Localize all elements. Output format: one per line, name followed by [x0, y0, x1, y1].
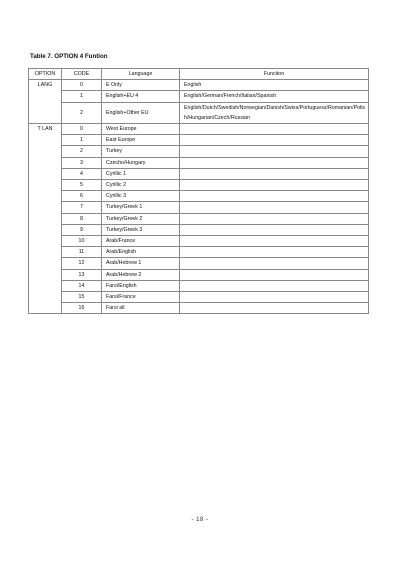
language-cell: Farsi/English [102, 280, 180, 291]
function-cell [180, 303, 369, 314]
code-cell: 6 [62, 191, 102, 202]
table-row [29, 269, 369, 280]
code-cell: 0 [62, 124, 102, 135]
code-cell: 16 [62, 303, 102, 314]
table-row [29, 124, 369, 135]
code-cell: 9 [62, 224, 102, 235]
language-cell: English+Other EU [102, 102, 180, 123]
code-cell: 14 [62, 280, 102, 291]
function-cell: English/German/French/Italian/Spanish [180, 91, 369, 102]
table-body [29, 80, 369, 314]
table-row [29, 258, 369, 269]
language-cell: Arab/France [102, 236, 180, 247]
option-table [28, 68, 369, 314]
language-cell: E Only [102, 80, 180, 91]
function-cell: English [180, 80, 369, 91]
code-cell: 0 [62, 80, 102, 91]
code-cell: 5 [62, 180, 102, 191]
code-cell: 2 [62, 102, 102, 123]
function-cell [180, 247, 369, 258]
language-cell: Turkey/Greek 3 [102, 224, 180, 235]
language-cell: Cyrillic 1 [102, 168, 180, 179]
function-cell [180, 180, 369, 191]
header-code: CODE [62, 69, 102, 80]
table-row [29, 135, 369, 146]
function-cell [180, 292, 369, 303]
code-cell: 12 [62, 258, 102, 269]
language-cell: Turkey/Greek 2 [102, 213, 180, 224]
function-cell [180, 157, 369, 168]
option-cell: LANG [29, 80, 62, 124]
code-cell: 4 [62, 168, 102, 179]
code-cell: 11 [62, 247, 102, 258]
table-row [29, 280, 369, 291]
code-cell: 10 [62, 236, 102, 247]
table-row [29, 80, 369, 91]
function-cell [180, 124, 369, 135]
table-row [29, 91, 369, 102]
function-cell [180, 213, 369, 224]
language-cell: West Europe [102, 124, 180, 135]
function-cell: English/Dutch/Swedish/Norwegian/Danish/Swiss/Portuguess/Romanian/Polish/Hungarian/Czech/Russian [180, 102, 369, 123]
function-cell [180, 269, 369, 280]
language-cell: English+EU 4 [102, 91, 180, 102]
header-language: Language [102, 69, 180, 80]
header-option: OPTION [29, 69, 62, 80]
language-cell: Turkey [102, 146, 180, 157]
table-row [29, 247, 369, 258]
language-cell: Arab/Hebrew 1 [102, 258, 180, 269]
code-cell: 13 [62, 269, 102, 280]
table-row [29, 292, 369, 303]
code-cell: 2 [62, 146, 102, 157]
code-cell: 3 [62, 157, 102, 168]
function-cell [180, 146, 369, 157]
option-cell: T LAN [29, 124, 62, 314]
code-cell: 15 [62, 292, 102, 303]
table-row [29, 202, 369, 213]
function-cell [180, 224, 369, 235]
table-header-row [29, 69, 369, 80]
language-cell: East Europe [102, 135, 180, 146]
code-cell: 7 [62, 202, 102, 213]
code-cell: 1 [62, 135, 102, 146]
function-cell [180, 280, 369, 291]
function-cell [180, 135, 369, 146]
table-row [29, 168, 369, 179]
function-cell [180, 168, 369, 179]
table-row [29, 191, 369, 202]
language-cell: Cyrillic 2 [102, 180, 180, 191]
table-row [29, 236, 369, 247]
function-cell [180, 236, 369, 247]
language-cell: Czecho/Hungary [102, 157, 180, 168]
language-cell: Turkey/Greek 1 [102, 202, 180, 213]
code-cell: 8 [62, 213, 102, 224]
table-row [29, 224, 369, 235]
table-caption: Table 7. OPTION 4 Funtion [30, 53, 108, 60]
function-cell [180, 202, 369, 213]
table-row [29, 102, 369, 123]
page-number: - 18 - [191, 517, 209, 523]
code-cell: 1 [62, 91, 102, 102]
header-function: Funciton [180, 69, 369, 80]
language-cell: Arab/English [102, 247, 180, 258]
language-cell: Farsi/France [102, 292, 180, 303]
table-row [29, 146, 369, 157]
language-cell: Cyrillic 3 [102, 191, 180, 202]
language-cell: Farsi all [102, 303, 180, 314]
table-row [29, 157, 369, 168]
table-row [29, 303, 369, 314]
language-cell: Arab/Hebrew 2 [102, 269, 180, 280]
table-row [29, 213, 369, 224]
function-cell [180, 191, 369, 202]
table-row [29, 180, 369, 191]
function-cell [180, 258, 369, 269]
